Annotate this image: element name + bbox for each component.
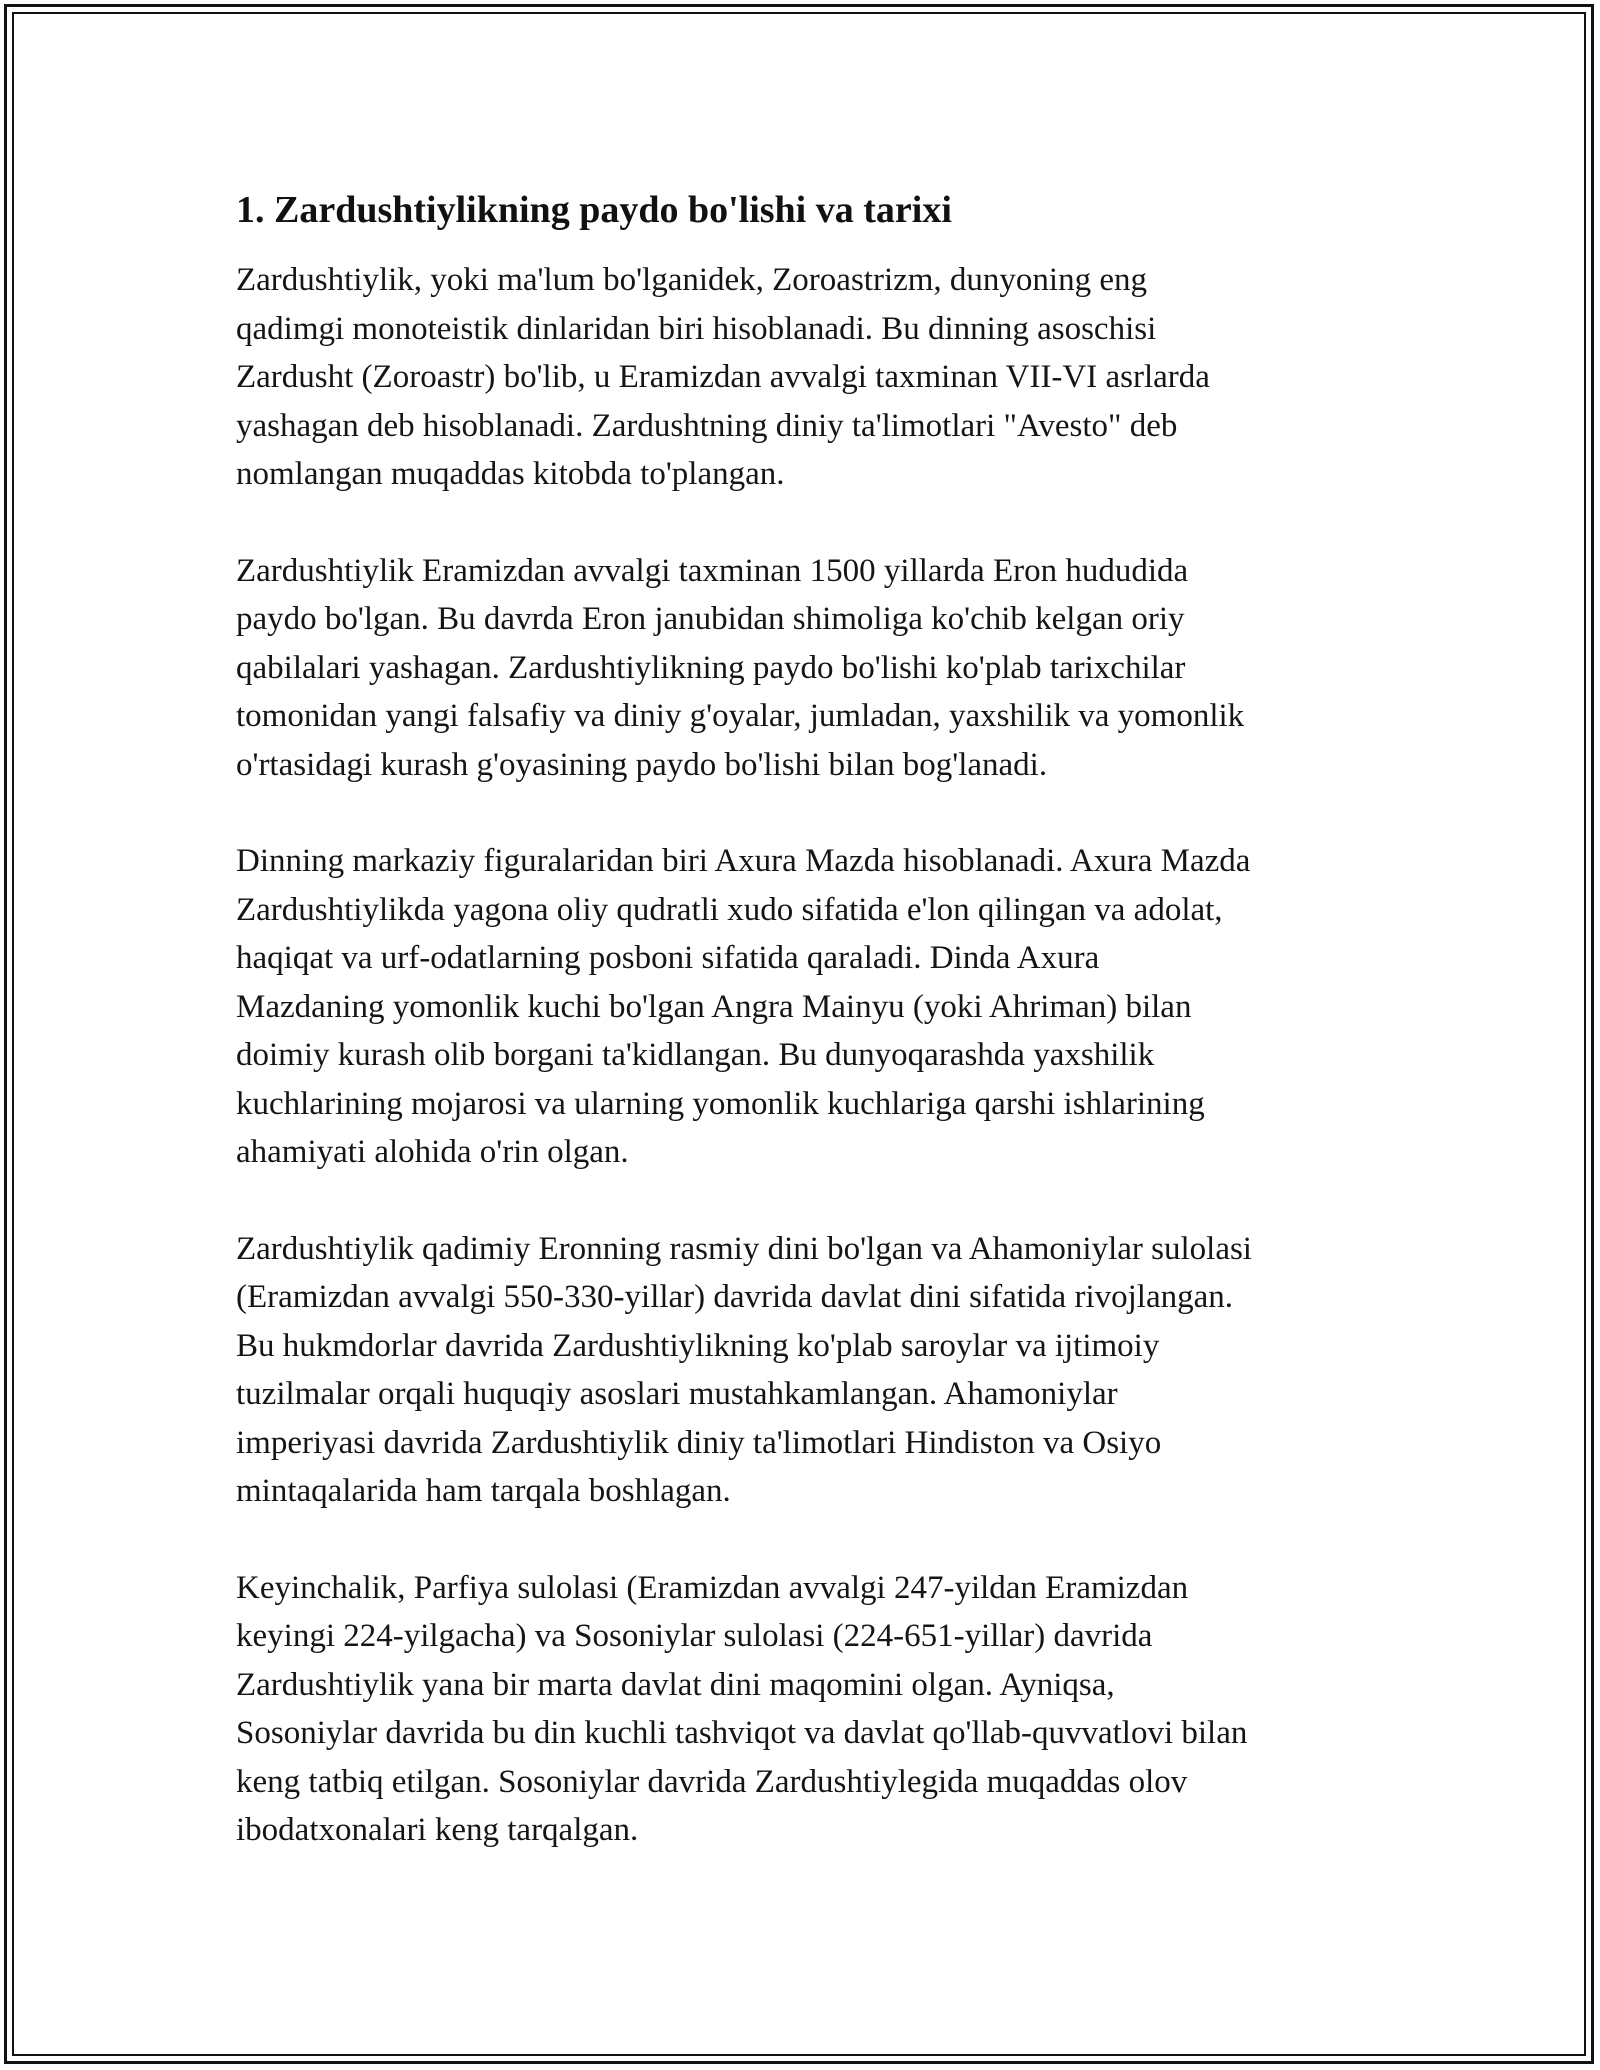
paragraph [236,1225,1386,1516]
paragraph-line: keyingi 224-yilgacha) va Sosoniylar sulolasi (224-651-yillar) davrida [236,1618,1153,1654]
section-heading: 1. Zardushtiylikning paydo bo'lishi va tarixi [236,189,952,231]
paragraph-line: ahamiyati alohida o'rin olgan. [236,1134,629,1170]
paragraph-line: imperiyasi davrida Zardushtiylik diniy ta'limotlari Hindiston va Osiyo [236,1424,1162,1461]
paragraph-line: kuchlarining mojarosi va ularning yomonlik kuchlariga qarshi ishlarining [236,1085,1205,1122]
paragraph-line: (Eramizdan avvalgi 550-330-yillar) davrida davlat dini sifatida rivojlangan. [236,1279,1233,1315]
paragraph-line: Zardushtiylik qadimiy Eronning rasmiy dini bo'lgan va Ahamoniylar sulolasi [236,1230,1252,1267]
paragraph-line: nomlangan muqaddas kitobda to'plangan. [236,456,785,492]
paragraph-line: yashagan deb hisoblanadi. Zardushtning diniy ta'limotlari "Avesto" deb [236,407,1178,444]
paragraph-line: Dinning markaziy figuralaridan biri Axura Mazda hisoblanadi. Axura Mazda [236,843,1251,879]
paragraph [236,837,1386,1177]
paragraph-line: paydo bo'lgan. Bu davrda Eron janubidan shimoliga ko'chib kelgan oriy [236,601,1185,637]
paragraph-line: haqiqat va urf-odatlarning posboni sifatida qaraladi. Dinda Axura [236,940,1100,976]
paragraph-line: Zardushtiylik Eramizdan avvalgi taxminan 1500 yillarda Eron hududida [236,552,1189,589]
paragraph-line: Mazdaning yomonlik kuchi bo'lgan Angra Mainyu (yoki Ahriman) bilan [236,988,1192,1025]
paragraph-line: qabilalari yashagan. Zardushtiylikning paydo bo'lishi ko'plab tarixchilar [236,649,1186,686]
paragraph-line: o'rtasidagi kurash g'oyasining paydo bo'lishi bilan bog'lanadi. [236,746,1048,783]
paragraph-line: Zardushtiylik yana bir marta davlat dini maqomini olgan. Ayniqsa, [236,1666,1115,1703]
paragraph-line: Zardushtiylikda yagona oliy qudratli xudo sifatida e'lon qilingan va adolat, [236,891,1223,928]
paragraph-line: Keyinchalik, Parfiya sulolasi (Eramizdan avvalgi 247-yildan Eramizdan [236,1569,1189,1606]
paragraph-line: ibodatxonalari keng tarqalgan. [236,1812,639,1848]
paragraph-line: mintaqalarida ham tarqala boshlagan. [236,1473,731,1509]
paragraph-line: Sosoniylar davrida bu din kuchli tashviqot va davlat qo'llab-quvvatlovi bilan [236,1715,1248,1751]
paragraph [236,1564,1386,1855]
paragraph-line: qadimgi monoteistik dinlaridan biri hisoblanadi. Bu dinning asoschisi [236,310,1157,347]
paragraph-list [236,256,1386,1855]
paragraph-line: tuzilmalar orqali huquqiy asoslari mustahkamlangan. Ahamoniylar [236,1376,1118,1412]
paragraph-line: keng tatbiq etilgan. Sosoniylar davrida Zardushtiylegida muqaddas olov [236,1763,1188,1800]
paragraph [236,547,1386,790]
document-body [236,186,1386,1903]
paragraph-line: Zardushtiylik, yoki ma'lum bo'lganidek, Zoroastrizm, dunyoning eng [236,262,1147,298]
paragraph-line: Bu hukmdorlar davrida Zardushtiylikning ko'plab saroylar va ijtimoiy [236,1327,1160,1364]
paragraph [236,256,1386,499]
paragraph-line: Zardusht (Zoroastr) bo'lib, u Eramizdan avvalgi taxminan VII-VI asrlarda [236,359,1210,395]
paragraph-line: doimiy kurash olib borgani ta'kidlangan. Bu dunyoqarashda yaxshilik [236,1037,1155,1073]
paragraph-line: tomonidan yangi falsafiy va diniy g'oyalar, jumladan, yaxshilik va yomonlik [236,698,1245,734]
